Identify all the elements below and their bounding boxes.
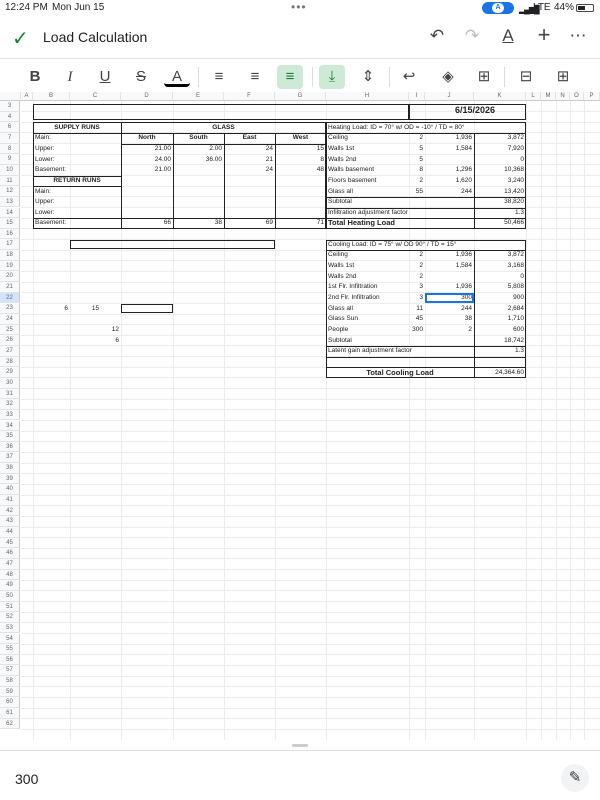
supply-row-label[interactable]: Lower: xyxy=(35,155,55,163)
heating-factor-cell[interactable]: 8 xyxy=(419,166,423,174)
supply-value-cell[interactable]: 15 xyxy=(316,144,324,152)
heating-area-cell[interactable]: 1,620 xyxy=(455,176,472,184)
text-color-button[interactable]: A xyxy=(164,65,190,87)
row-header-48[interactable]: 48 xyxy=(0,570,20,581)
row-gridline xyxy=(21,601,600,602)
row-gridline xyxy=(21,431,600,432)
row-header-38[interactable]: 38 xyxy=(0,463,20,474)
heating-area-cell[interactable] xyxy=(426,208,473,219)
border-line xyxy=(326,197,526,198)
heating-area-cell[interactable] xyxy=(426,197,473,208)
cooling-factor-cell[interactable]: 2 xyxy=(419,262,423,270)
cooling-row-label[interactable]: Ceiling xyxy=(328,251,348,259)
return-row-label[interactable]: Upper: xyxy=(35,198,55,206)
row-gridline xyxy=(21,697,600,698)
status-bar xyxy=(0,0,600,16)
supply-value-cell[interactable] xyxy=(174,133,223,144)
column-header-j[interactable]: J xyxy=(425,92,474,101)
column-header-e[interactable]: E xyxy=(173,92,224,101)
border-line xyxy=(326,208,526,209)
battery-percent: 44% xyxy=(554,2,575,13)
supply-value-cell[interactable]: 21.00 xyxy=(154,166,171,174)
row-gridline xyxy=(21,644,600,645)
heating-factor-cell[interactable] xyxy=(410,197,424,208)
direction-header-north[interactable]: North xyxy=(138,134,156,142)
heating-row-label[interactable]: Glass all xyxy=(328,187,353,195)
battery-icon xyxy=(576,4,594,12)
heating-row-label[interactable]: Infiltration adjustment factor xyxy=(328,208,408,216)
cooling-header[interactable]: Cooling Load: ID = 75° w/ OD 90° / TD = 15° xyxy=(328,240,457,248)
cooling-area-cell[interactable]: 2 xyxy=(468,325,472,333)
row-gridline xyxy=(21,441,600,442)
heating-area-cell[interactable] xyxy=(426,155,473,166)
cooling-result-cell[interactable]: 0 xyxy=(520,272,524,280)
cell-b23[interactable]: 6 xyxy=(64,304,68,312)
cooling-result-cell[interactable]: 900 xyxy=(513,294,524,301)
column-header-n[interactable]: N xyxy=(556,92,570,101)
supply-value-cell[interactable]: 21.00 xyxy=(154,144,171,152)
supply-value-cell[interactable]: 36.00 xyxy=(205,155,222,163)
cooling-row-label[interactable]: Walls 1st xyxy=(328,262,355,270)
direction-header-west[interactable]: West xyxy=(292,134,309,142)
cell-c25[interactable]: 12 xyxy=(111,325,119,333)
row-header-34[interactable]: 34 xyxy=(0,421,20,432)
row-header-28[interactable]: 28 xyxy=(0,357,20,368)
cooling-factor-cell[interactable]: 2 xyxy=(419,251,423,259)
column-header-f[interactable]: F xyxy=(224,92,275,101)
row-header-11[interactable]: 11 xyxy=(0,176,20,187)
select-all-corner[interactable] xyxy=(0,92,21,101)
selected-cell-outline xyxy=(425,293,474,304)
row-gridline xyxy=(21,558,600,559)
cooling-result-cell[interactable]: 3,872 xyxy=(507,251,524,259)
align-right-button[interactable]: ≡ xyxy=(277,65,303,89)
cooling-area-cell[interactable] xyxy=(426,346,473,357)
heating-header[interactable]: Heating Load: ID = 70° w/ OD = -10° / TD = 80° xyxy=(328,123,465,131)
signal-icon: ▂▄▆█ xyxy=(519,5,539,14)
row-header-19[interactable]: 19 xyxy=(0,261,20,272)
cooling-factor-cell[interactable]: 45 xyxy=(415,315,423,323)
undo-icon[interactable]: ↶ xyxy=(429,26,445,45)
align-center-button[interactable]: ≡ xyxy=(250,68,260,85)
row-gridline xyxy=(21,463,600,464)
account-indicator xyxy=(482,2,514,14)
row-header-35[interactable]: 35 xyxy=(0,431,20,442)
row-header-17[interactable]: 17 xyxy=(0,239,20,250)
row-header-31[interactable]: 31 xyxy=(0,389,20,400)
column-header-l[interactable]: L xyxy=(526,92,541,101)
return-runs-header[interactable]: RETURN RUNS xyxy=(53,176,101,184)
supply-row-label[interactable]: Main: xyxy=(35,134,51,142)
row-header-7[interactable]: 7 xyxy=(0,133,20,144)
formula-bar[interactable] xyxy=(0,750,600,800)
row-gridline xyxy=(21,622,600,623)
row-header-62[interactable]: 62 xyxy=(0,719,20,730)
account-initial: A xyxy=(492,3,504,13)
heating-result-cell[interactable]: 13,420 xyxy=(504,187,524,195)
row-header-4[interactable]: 4 xyxy=(0,112,20,123)
row-header-58[interactable]: 58 xyxy=(0,676,20,687)
cooling-factor-cell[interactable] xyxy=(410,336,424,347)
row-gridline xyxy=(21,665,600,666)
row-gridline xyxy=(21,420,600,421)
heating-area-cell[interactable]: 244 xyxy=(461,187,472,195)
row-gridline xyxy=(21,612,600,613)
column-header-m[interactable]: M xyxy=(541,92,556,101)
row-header-46[interactable]: 46 xyxy=(0,548,20,559)
cooling-row-label[interactable]: 2nd Flr. Infiltration xyxy=(328,294,380,301)
cell-c23[interactable]: 15 xyxy=(91,304,100,312)
row-header-6[interactable]: 6 xyxy=(0,122,20,133)
status-time: 12:24 PM xyxy=(5,2,48,13)
return-row-label[interactable]: Main: xyxy=(35,187,51,195)
row-header-59[interactable]: 59 xyxy=(0,687,20,698)
row-header-32[interactable]: 32 xyxy=(0,399,20,410)
row-header-33[interactable]: 33 xyxy=(0,410,20,421)
row-gridline xyxy=(21,654,600,655)
total-heating-value[interactable]: 50,466 xyxy=(504,219,524,227)
row-header-52[interactable]: 52 xyxy=(0,612,20,623)
heating-area-cell[interactable]: 1,936 xyxy=(455,134,472,142)
cooling-row-label[interactable]: Glass Sun xyxy=(328,315,358,323)
insert-column-button[interactable]: ⊞ xyxy=(556,68,570,85)
supply-runs-header[interactable]: SUPPLY RUNS xyxy=(54,123,100,131)
row-gridline xyxy=(21,388,600,389)
row-header-15[interactable]: 15 xyxy=(0,218,20,229)
row-header-21[interactable]: 21 xyxy=(0,282,20,293)
row-header-8[interactable]: 8 xyxy=(0,144,20,155)
glass-header[interactable]: GLASS xyxy=(212,123,235,131)
row-gridline xyxy=(21,633,600,634)
supply-value-cell[interactable] xyxy=(174,165,223,176)
align-left-button[interactable]: ≡ xyxy=(214,68,224,85)
cooling-row-label[interactable]: Latent gain adjustment factor xyxy=(328,347,412,355)
heating-factor-cell[interactable]: 5 xyxy=(419,144,423,152)
row-header-39[interactable]: 39 xyxy=(0,474,20,485)
row-gridline xyxy=(21,569,600,570)
cooling-result-cell[interactable]: 600 xyxy=(513,325,524,333)
cooling-row-label[interactable]: Walls 2nd xyxy=(328,272,357,280)
heating-row-label[interactable]: Ceiling xyxy=(328,134,348,142)
row-gridline xyxy=(21,548,600,549)
column-header-k[interactable]: K xyxy=(474,92,526,101)
date-cell[interactable]: 6/15/2026 xyxy=(454,105,495,116)
direction-header-east[interactable]: East xyxy=(242,134,257,142)
cooling-factor-cell[interactable]: 2 xyxy=(419,272,423,280)
empty-box-row-17 xyxy=(70,240,275,249)
column-gridline xyxy=(584,101,585,740)
row-header-60[interactable]: 60 xyxy=(0,697,20,708)
heating-row-label[interactable]: Walls 2nd xyxy=(328,155,357,163)
heating-factor-cell[interactable]: 2 xyxy=(419,134,423,142)
add-icon[interactable]: + xyxy=(537,22,551,47)
row-gridline xyxy=(21,495,600,496)
valign-middle-button[interactable]: ⇕ xyxy=(361,68,375,85)
heating-row-label[interactable]: Walls basement xyxy=(328,166,374,174)
italic-button[interactable]: I xyxy=(67,69,73,85)
row-header-27[interactable]: 27 xyxy=(0,346,20,357)
row-header-57[interactable]: 57 xyxy=(0,665,20,676)
formula-bar-value[interactable]: 300 xyxy=(15,771,39,787)
cooling-factor-cell[interactable] xyxy=(410,346,424,357)
column-header-h[interactable]: H xyxy=(326,92,409,101)
border-line xyxy=(326,357,526,358)
column-header-d[interactable]: D xyxy=(121,92,173,101)
border-line xyxy=(326,346,526,347)
row-header-49[interactable]: 49 xyxy=(0,580,20,591)
cooling-area-cell[interactable]: 38 xyxy=(464,315,472,323)
cooling-row-label[interactable]: Subtotal xyxy=(328,336,352,344)
row-header-13[interactable]: 13 xyxy=(0,197,20,208)
column-header-c[interactable]: C xyxy=(70,92,121,101)
heating-area-cell[interactable]: 1,584 xyxy=(455,144,472,152)
cooling-factor-cell[interactable]: 300 xyxy=(412,325,423,333)
row-gridline xyxy=(21,580,600,581)
total-cooling-label[interactable]: Total Cooling Load xyxy=(366,367,434,377)
column-header-o[interactable]: O xyxy=(570,92,584,101)
row-gridline xyxy=(21,729,600,730)
basement-total-cell[interactable]: 38 xyxy=(214,219,222,227)
title-banner-box xyxy=(33,104,409,120)
row-header-26[interactable]: 26 xyxy=(0,335,20,346)
row-header-16[interactable]: 16 xyxy=(0,229,20,240)
cooling-row-label[interactable]: Glass all xyxy=(328,304,353,312)
bold-button[interactable]: B xyxy=(29,68,41,85)
cooling-area-cell[interactable]: 244 xyxy=(461,304,472,312)
direction-header-south[interactable]: South xyxy=(189,134,208,142)
return-row-label[interactable]: Lower: xyxy=(35,208,55,216)
row-header-9[interactable]: 9 xyxy=(0,154,20,165)
heating-row-label[interactable]: Subtotal xyxy=(328,198,352,206)
supply-value-cell[interactable]: 24.00 xyxy=(154,155,171,163)
heating-row-label[interactable]: Walls 1st xyxy=(328,144,355,152)
row-header-29[interactable]: 29 xyxy=(0,367,20,378)
supply-value-cell[interactable]: 24 xyxy=(265,144,273,152)
insert-row-button[interactable]: ⊟ xyxy=(519,68,533,85)
row-header-14[interactable]: 14 xyxy=(0,208,20,219)
row-header-55[interactable]: 55 xyxy=(0,644,20,655)
cooling-result-cell[interactable]: 3,168 xyxy=(507,262,524,270)
heating-result-cell[interactable]: 38,820 xyxy=(504,198,524,206)
cooling-row-label[interactable]: 1st Flr. Infiltration xyxy=(328,283,378,291)
row-header-20[interactable]: 20 xyxy=(0,271,20,282)
row-gridline xyxy=(21,484,600,485)
borders-button[interactable]: ⊞ xyxy=(477,68,491,85)
row-header-41[interactable]: 41 xyxy=(0,495,20,506)
column-header-g[interactable]: G xyxy=(275,92,326,101)
row-header-22[interactable]: 22 xyxy=(0,293,20,304)
heating-result-cell[interactable]: 7,920 xyxy=(507,144,524,152)
cooling-area-cell[interactable]: 300 xyxy=(461,294,472,301)
row-header-10[interactable]: 10 xyxy=(0,165,20,176)
heating-result-cell[interactable]: 3,872 xyxy=(507,134,524,142)
heating-area-cell[interactable]: 1,296 xyxy=(455,166,472,174)
row-gridline xyxy=(21,409,600,410)
row-gridline xyxy=(21,708,600,709)
cooling-area-cell[interactable]: 1,584 xyxy=(455,262,472,270)
row-header-30[interactable]: 30 xyxy=(0,378,20,389)
heating-row-label[interactable]: Floors basement xyxy=(328,176,377,184)
cooling-area-cell[interactable]: 1,936 xyxy=(455,251,472,259)
strikethrough-button[interactable]: S xyxy=(135,68,146,85)
sheet-drag-handle[interactable] xyxy=(292,744,308,747)
row-header-56[interactable]: 56 xyxy=(0,655,20,666)
row-gridline xyxy=(21,686,600,687)
row-gridline xyxy=(21,473,600,474)
valign-bottom-button[interactable]: ⤓ xyxy=(319,65,345,89)
supply-value-cell[interactable]: 21 xyxy=(265,155,273,163)
cooling-result-cell[interactable]: 5,808 xyxy=(507,283,524,291)
fill-color-button[interactable]: ◈ xyxy=(442,68,454,85)
row-header-24[interactable]: 24 xyxy=(0,314,20,325)
row-header-42[interactable]: 42 xyxy=(0,506,20,517)
basement-total-cell[interactable]: 71 xyxy=(316,219,324,227)
edit-pencil-icon[interactable]: ✎ xyxy=(561,764,589,792)
supply-value-cell[interactable]: 24 xyxy=(265,166,273,174)
supply-value-cell[interactable]: 2.00 xyxy=(209,144,222,152)
title-bar xyxy=(0,18,600,56)
row-gridline xyxy=(21,516,600,517)
more-options-icon[interactable]: ⋯ xyxy=(569,26,587,45)
redo-icon[interactable]: ↷ xyxy=(464,26,480,45)
total-cooling-value[interactable]: 24,364.60 xyxy=(495,368,524,376)
row-header-44[interactable]: 44 xyxy=(0,527,20,538)
column-gridline xyxy=(541,101,542,740)
basement-label[interactable]: Basement: xyxy=(35,219,67,227)
row-header-47[interactable]: 47 xyxy=(0,559,20,570)
supply-value-cell[interactable]: 8 xyxy=(320,155,324,163)
row-gridline xyxy=(21,399,600,400)
row-header-53[interactable]: 53 xyxy=(0,623,20,634)
cooling-factor-cell[interactable]: 3 xyxy=(419,294,423,301)
row-header-25[interactable]: 25 xyxy=(0,325,20,336)
supply-row-label[interactable]: Upper: xyxy=(35,144,55,152)
column-gridline xyxy=(570,101,571,740)
text-format-icon[interactable]: A xyxy=(502,26,514,45)
row-header-36[interactable]: 36 xyxy=(0,442,20,453)
column-header-i[interactable]: I xyxy=(409,92,425,101)
supply-row-label[interactable]: Basement: xyxy=(35,166,67,174)
row-header-61[interactable]: 61 xyxy=(0,708,20,719)
cooling-result-cell[interactable]: 18,742 xyxy=(504,336,524,344)
cooling-factor-cell[interactable]: 3 xyxy=(419,283,423,291)
supply-value-cell[interactable]: 48 xyxy=(316,166,324,174)
heating-result-cell[interactable]: 3,240 xyxy=(507,176,524,184)
supply-value-cell[interactable] xyxy=(225,133,274,144)
row-gridline xyxy=(21,590,600,591)
heating-factor-cell[interactable]: 55 xyxy=(415,187,423,195)
cooling-result-cell[interactable]: 2,684 xyxy=(507,304,524,312)
row-gridline xyxy=(21,452,600,453)
row-gridline xyxy=(21,718,600,719)
multitask-dots-icon[interactable]: ••• xyxy=(291,0,307,14)
cooling-area-cell[interactable] xyxy=(426,272,473,283)
heating-factor-cell[interactable]: 5 xyxy=(419,155,423,163)
row-header-23[interactable]: 23 xyxy=(0,303,20,314)
row-gridline xyxy=(21,527,600,528)
cooling-result-cell[interactable]: 1.3 xyxy=(514,347,524,355)
cell-c26[interactable]: 6 xyxy=(115,336,119,344)
column-header-b[interactable]: B xyxy=(33,92,70,101)
row-gridline xyxy=(21,537,600,538)
total-heating-label[interactable]: Total Heating Load xyxy=(328,218,395,228)
heating-factor-cell[interactable] xyxy=(410,208,424,219)
basement-total-cell[interactable]: 69 xyxy=(265,219,273,227)
column-header-a[interactable]: A xyxy=(21,92,33,101)
supply-value-cell[interactable] xyxy=(276,133,325,144)
row-gridline xyxy=(21,505,600,506)
status-date: Mon Jun 15 xyxy=(52,2,105,13)
cooling-factor-cell[interactable]: 11 xyxy=(416,304,423,312)
supply-value-cell[interactable] xyxy=(122,133,172,144)
cooling-area-cell[interactable] xyxy=(426,336,473,347)
format-toolbar xyxy=(0,58,600,94)
cooling-area-cell[interactable]: 1,936 xyxy=(455,283,472,291)
row-gridline xyxy=(21,676,600,677)
basement-total-cell[interactable]: 66 xyxy=(163,219,171,227)
heating-result-cell[interactable]: 0 xyxy=(520,155,524,163)
heating-factor-cell[interactable]: 2 xyxy=(419,176,423,184)
column-gridline xyxy=(556,101,557,740)
cooling-row-label[interactable]: People xyxy=(328,325,349,333)
row-header-54[interactable]: 54 xyxy=(0,634,20,645)
network-label: LTE xyxy=(533,2,551,13)
column-gridline xyxy=(526,101,527,740)
row-header-40[interactable]: 40 xyxy=(0,484,20,495)
row-header-37[interactable]: 37 xyxy=(0,452,20,463)
done-check-icon[interactable]: ✓ xyxy=(12,28,29,50)
row-header-12[interactable]: 12 xyxy=(0,186,20,197)
spreadsheet-grid[interactable] xyxy=(0,92,600,740)
underline-button[interactable]: U xyxy=(99,68,111,85)
heating-result-cell[interactable]: 1.3 xyxy=(514,208,524,216)
row-header-18[interactable]: 18 xyxy=(0,250,20,261)
cooling-result-cell[interactable]: 1,710 xyxy=(507,315,524,323)
row-header-51[interactable]: 51 xyxy=(0,602,20,613)
document-title[interactable]: Load Calculation xyxy=(43,29,148,45)
row-header-45[interactable]: 45 xyxy=(0,538,20,549)
row-header-43[interactable]: 43 xyxy=(0,516,20,527)
column-header-p[interactable]: P xyxy=(584,92,600,101)
row-header-50[interactable]: 50 xyxy=(0,591,20,602)
heating-result-cell[interactable]: 10,368 xyxy=(504,166,524,174)
wrap-text-button[interactable]: ↩ xyxy=(402,68,416,85)
row-header-3[interactable]: 3 xyxy=(0,101,20,112)
boxed-cell-d23 xyxy=(121,304,173,314)
